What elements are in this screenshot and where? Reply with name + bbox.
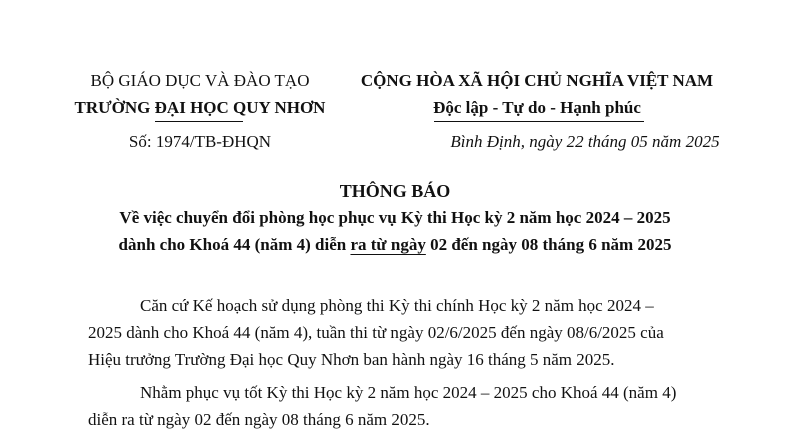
notice-subtitle-line-2 <box>0 235 790 255</box>
document-number: Số: 1974/TB-ĐHQN <box>128 132 272 151</box>
paragraph-1-line-1: Căn cứ Kế hoạch sử dụng phòng thi Kỳ thi chính Học kỳ 2 năm học 2024 – <box>140 296 654 315</box>
subtitle-line-2-part-1: dành cho Khoá 44 (năm 4) diễn <box>118 235 351 254</box>
country-name: CỘNG HÒA XÃ HỘI CHỦ NGHĨA VIỆT NAM <box>360 71 714 90</box>
national-motto: Độc lập - Tự do - Hạnh phúc <box>433 98 641 117</box>
ministry-name: BỘ GIÁO DỤC VÀ ĐÀO TẠO <box>90 71 310 90</box>
place-and-date: Bình Định, ngày 22 tháng 05 năm 2025 <box>450 132 720 151</box>
subtitle-line-2-part-2: 02 đến ngày 08 tháng 6 năm 2025 <box>425 235 672 254</box>
paragraph-2-line-1: Nhằm phục vụ tốt Kỳ thi Học kỳ 2 năm học 2024 – 2025 cho Khoá 44 (năm 4) <box>140 383 677 402</box>
motto-underline <box>434 121 644 122</box>
paragraph-1-line-3: Hiệu trưởng Trường Đại học Quy Nhơn ban hành ngày 16 tháng 5 năm 2025. <box>88 350 615 369</box>
university-name: TRƯỜNG ĐẠI HỌC QUY NHƠN <box>74 98 326 117</box>
notice-title: THÔNG BÁO <box>339 181 451 201</box>
bottom-clip-mask <box>0 438 790 444</box>
university-underline <box>155 121 243 122</box>
paragraph-1-line-2: 2025 dành cho Khoá 44 (năm 4), tuần thi từ ngày 02/6/2025 đến ngày 08/6/2025 của <box>88 323 664 342</box>
paragraph-2-line-2: diễn ra từ ngày 02 đến ngày 08 tháng 6 năm 2025. <box>88 410 430 429</box>
subtitle-line-2-underlined: ra từ ngày <box>350 235 426 254</box>
notice-subtitle-line-1: Về việc chuyển đổi phòng học phục vụ Kỳ thi Học kỳ 2 năm học 2024 – 2025 <box>119 208 671 227</box>
